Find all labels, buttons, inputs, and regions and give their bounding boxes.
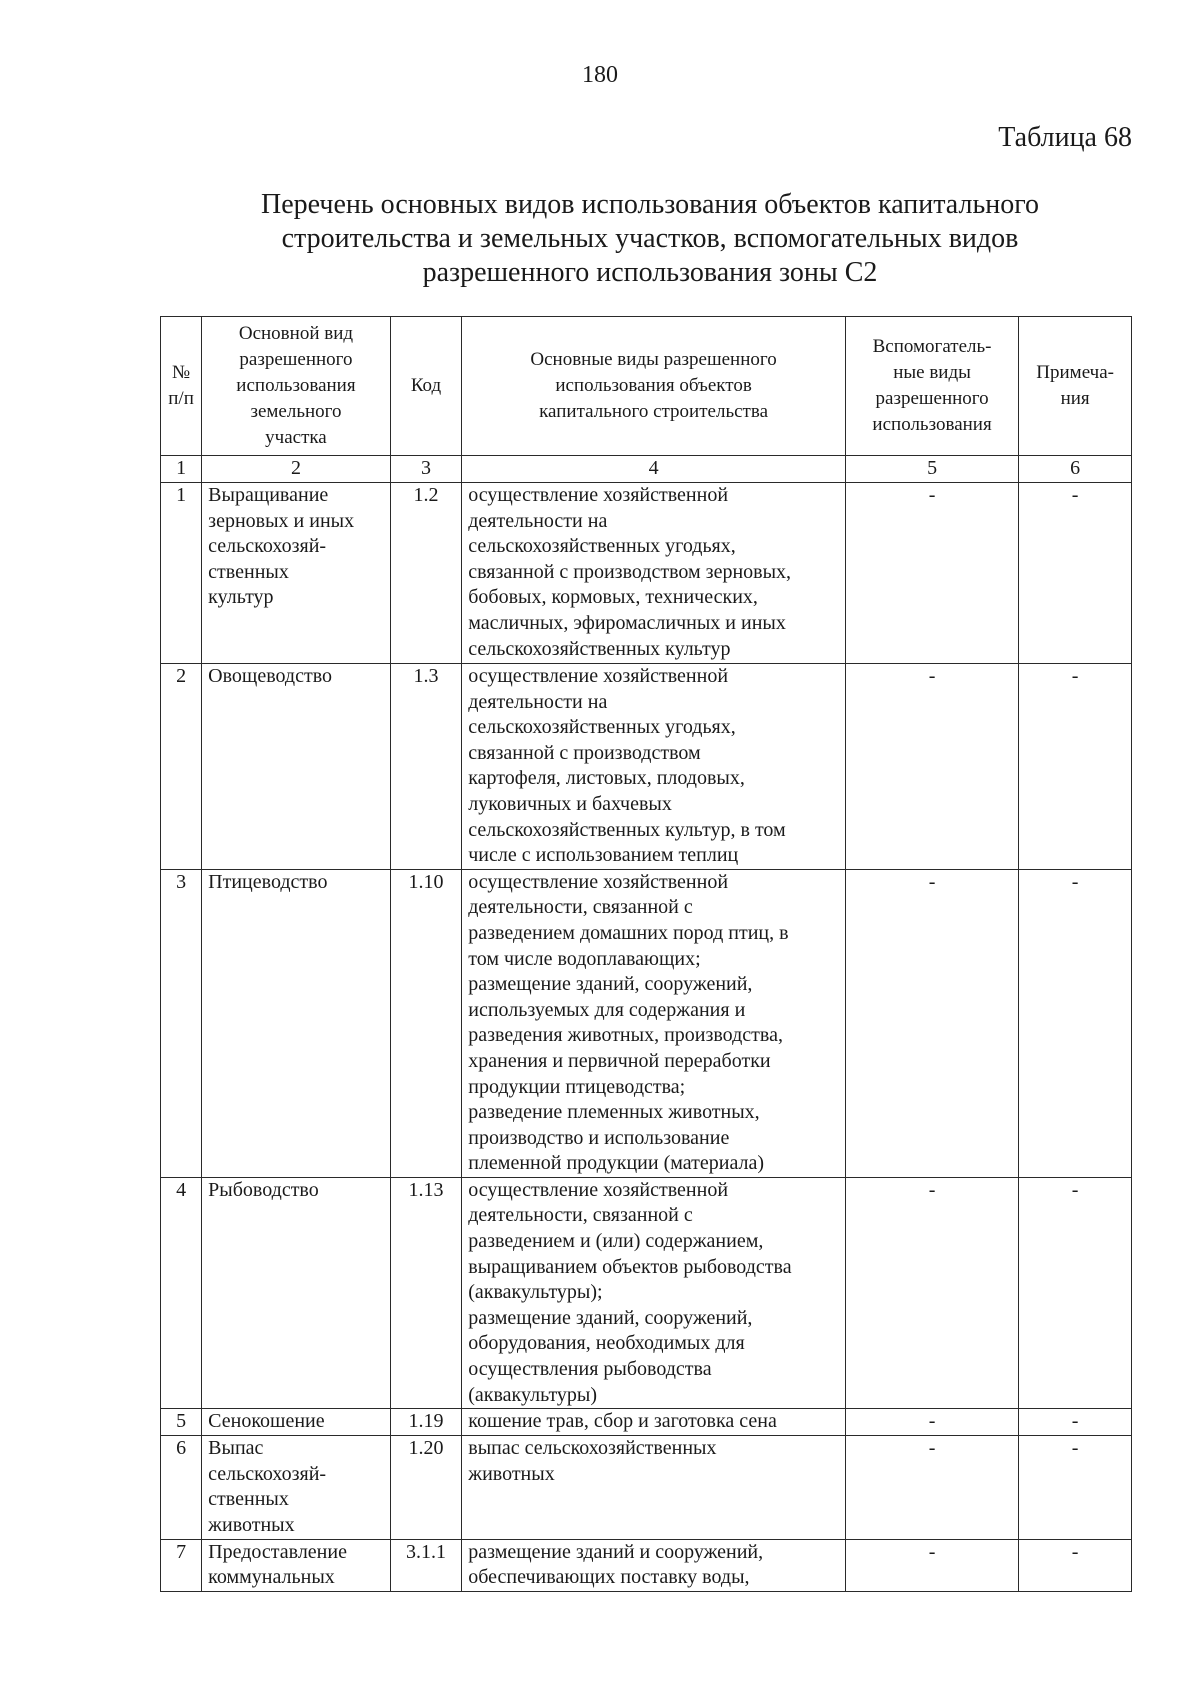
text-line: размещение зданий, сооружений, [468, 1306, 753, 1329]
text-line: выращиванием объектов рыбоводства [468, 1255, 792, 1278]
table-row [161, 1539, 1132, 1591]
text-line: хранения и первичной переработки [468, 1049, 771, 1072]
note-cell: - [1019, 1177, 1132, 1408]
text-line: племенной продукции (материала) [468, 1152, 765, 1175]
text-line: капитального строительства [539, 401, 768, 422]
text-line: Основные виды разрешенного [530, 349, 777, 370]
column-number: 1 [161, 456, 202, 483]
note-cell: - [1019, 664, 1132, 870]
text-line: ственных [208, 560, 289, 583]
text-line: размещение зданий и сооружений, [468, 1540, 764, 1563]
text-line: Выращивание [208, 484, 329, 506]
text-line: осуществление хозяйственной [468, 1178, 729, 1201]
text-line: сельскохозяйственных угодьях, [468, 716, 736, 739]
text-line: животных [468, 1462, 555, 1485]
page-number: 180 [582, 62, 618, 88]
row-number: 2 [161, 664, 202, 870]
text-line: использования [872, 414, 992, 435]
description-cell [462, 1177, 846, 1408]
row-number: 7 [161, 1539, 202, 1591]
description-cell [462, 869, 846, 1177]
code-cell: 1.13 [390, 1177, 462, 1408]
text-line: продукции птицеводства; [468, 1075, 686, 1098]
text-line: п/п [168, 388, 194, 409]
text-line: ния [1060, 388, 1090, 409]
text-line: Рыбоводство [208, 1178, 319, 1201]
text-line: масличных, эфиромасличных и иных [468, 611, 786, 634]
text-line: разрешенного [239, 349, 353, 370]
text-line: Вспомогатель- [872, 336, 992, 357]
note-cell: - [1019, 869, 1132, 1177]
main-use-cell [202, 664, 391, 870]
table-row [161, 483, 1132, 664]
main-use-cell [202, 1436, 391, 1539]
text-line: деятельности, связанной с [468, 896, 693, 919]
text-line: сельскохозяй- [208, 535, 327, 558]
note-cell: - [1019, 1409, 1132, 1436]
table-row [161, 1177, 1132, 1408]
row-number: 5 [161, 1409, 202, 1436]
text-line: деятельности, связанной с [468, 1204, 693, 1227]
text-line: Основной вид [238, 323, 354, 344]
text-line: (аквакультуры); [468, 1281, 603, 1304]
header-auxiliary [845, 317, 1018, 456]
auxiliary-cell: - [845, 1539, 1018, 1591]
column-number: 2 [202, 456, 391, 483]
main-use-cell [202, 869, 391, 1177]
table-label: Таблица 68 [998, 122, 1132, 153]
header-row [161, 317, 1132, 456]
note-cell: - [1019, 483, 1132, 664]
text-line: Примеча- [1036, 362, 1114, 383]
text-line: производство и использование [468, 1126, 730, 1149]
text-line: использования объектов [555, 375, 752, 396]
text-line: размещение зданий, сооружений, [468, 973, 753, 996]
row-number: 1 [161, 483, 202, 664]
auxiliary-cell: - [845, 869, 1018, 1177]
text-line: разрешенного [875, 388, 989, 409]
text-line: картофеля, листовых, плодовых, [468, 767, 745, 790]
column-number: 3 [390, 456, 462, 483]
header-code [390, 317, 462, 456]
text-line: Овощеводство [208, 665, 333, 687]
text-line: (аквакультуры) [468, 1383, 598, 1406]
text-line: кошение трав, сбор и заготовка сена [468, 1410, 777, 1433]
description-cell [462, 664, 846, 870]
table-row [161, 664, 1132, 870]
text-line: Выпас [208, 1437, 264, 1460]
text-line: луковичных и бахчевых [468, 792, 672, 815]
text-line: ственных [208, 1488, 289, 1511]
text-line: Сенокошение [208, 1410, 325, 1433]
text-line: сельскохозяйственных культур, в том [468, 818, 786, 841]
column-number: 4 [462, 456, 846, 483]
table-row [161, 869, 1132, 1177]
text-line: зерновых и иных [208, 509, 355, 532]
document-title [200, 188, 1100, 290]
code-cell: 1.10 [390, 869, 462, 1177]
text-line: осуществление хозяйственной [468, 665, 729, 687]
text-line: № [172, 362, 191, 383]
main-use-cell [202, 1409, 391, 1436]
header-capital-construction [462, 317, 846, 456]
note-cell: - [1019, 1539, 1132, 1591]
text-line: связанной с производством зерновых, [468, 560, 792, 583]
text-line: используемых для содержания и [468, 998, 746, 1021]
table-row [161, 1436, 1132, 1539]
code-cell: 1.19 [390, 1409, 462, 1436]
text-line: сельскохозяйственных культур [468, 637, 731, 660]
header-main-use [202, 317, 391, 456]
title-line: строительства и земельных участков, вспомогательных видов [281, 223, 1019, 254]
main-use-cell [202, 1177, 391, 1408]
description-cell [462, 1539, 846, 1591]
auxiliary-cell: - [845, 1409, 1018, 1436]
text-line: числе с использованием теплиц [468, 844, 739, 867]
text-line: сельскохозяйственных угодьях, [468, 535, 736, 558]
text-line: деятельности на [468, 690, 608, 713]
auxiliary-cell: - [845, 1436, 1018, 1539]
text-line: оборудования, необходимых для [468, 1332, 745, 1355]
text-line: осуществление хозяйственной [468, 484, 729, 506]
auxiliary-cell: - [845, 483, 1018, 664]
text-line: коммунальных [208, 1566, 335, 1589]
text-line: Код [410, 375, 442, 396]
note-cell: - [1019, 1436, 1132, 1539]
text-line: бобовых, кормовых, технических, [468, 586, 758, 609]
text-line: культур [208, 586, 274, 609]
row-number: 3 [161, 869, 202, 1177]
auxiliary-cell: - [845, 664, 1018, 870]
code-cell: 1.20 [390, 1436, 462, 1539]
text-line: разведения животных, производства, [468, 1024, 783, 1047]
row-number: 4 [161, 1177, 202, 1408]
code-cell: 1.3 [390, 664, 462, 870]
header-notes [1019, 317, 1132, 456]
text-line: земельного [250, 401, 342, 422]
text-line: сельскохозяй- [208, 1462, 327, 1485]
title-line: разрешенного использования зоны С2 [422, 257, 878, 288]
text-line: Птицеводство [208, 870, 328, 893]
text-line: осуществление хозяйственной [468, 870, 729, 893]
text-line: участка [265, 427, 327, 448]
description-cell [462, 1436, 846, 1539]
text-line: обеспечивающих поставку воды, [468, 1566, 750, 1589]
text-line: деятельности на [468, 509, 608, 532]
code-cell: 3.1.1 [390, 1539, 462, 1591]
text-line: выпас сельскохозяйственных [468, 1437, 717, 1460]
code-cell: 1.2 [390, 483, 462, 664]
main-use-cell [202, 483, 391, 664]
description-cell [462, 483, 846, 664]
text-line: том числе водоплавающих; [468, 947, 701, 970]
main-use-cell [202, 1539, 391, 1591]
text-line: разведением домашних пород птиц, в [468, 921, 789, 944]
table-row [161, 1409, 1132, 1436]
text-line: разведением и (или) содержанием, [468, 1230, 764, 1253]
column-number: 6 [1019, 456, 1132, 483]
text-line: ные виды [893, 362, 971, 383]
text-line: Предоставление [208, 1540, 347, 1563]
text-line: осуществления рыбоводства [468, 1358, 712, 1381]
title-line: Перечень основных видов использования объектов капитального [261, 189, 1039, 220]
text-line: использования [236, 375, 356, 396]
column-number: 5 [845, 456, 1018, 483]
header-num [161, 317, 202, 456]
description-cell [462, 1409, 846, 1436]
row-number: 6 [161, 1436, 202, 1539]
text-line: животных [208, 1514, 295, 1536]
text-line: разведение племенных животных, [468, 1101, 760, 1124]
text-line: связанной с производством [468, 741, 701, 764]
land-use-table [160, 316, 1132, 1592]
auxiliary-cell: - [845, 1177, 1018, 1408]
column-number-row [161, 456, 1132, 483]
